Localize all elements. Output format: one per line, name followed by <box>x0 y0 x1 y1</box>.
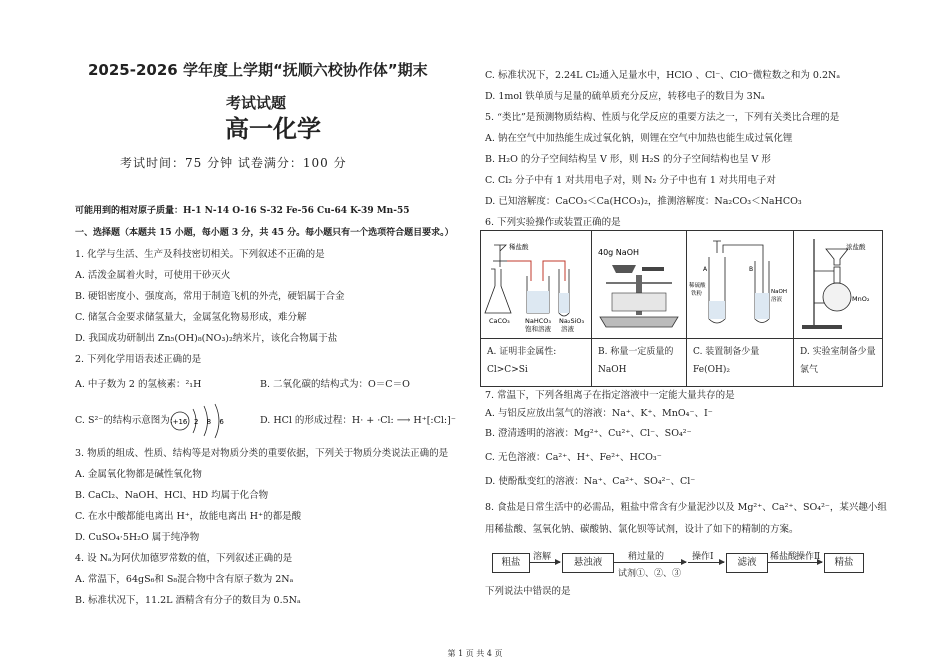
question-4-option-b: B. 标准状况下，11.2L 酒精含有分子的数目为 0.5Nₐ <box>75 595 301 606</box>
flow-box-suspension: 悬浊液 <box>562 553 614 573</box>
caption-b: B. 称量一定质量的 NaOH <box>592 339 687 387</box>
label-naoh-c: NaOH <box>771 289 787 295</box>
label-40g-naoh: 40g NaOH <box>598 248 639 257</box>
question-7-option-d: D. 使酚酞变红的溶液：Na⁺、Ca²⁺、SO₄²⁻、Cl⁻ <box>485 476 696 487</box>
question-5-option-a: A. 钠在空气中加热能生成过氧化钠，则锂在空气中加热也能生成过氧化锂 <box>485 133 793 144</box>
question-2-option-c: C. S²⁻的结构示意图为: <box>75 415 174 426</box>
question-3-option-c: C. 在水中酸都能电离出 H⁺，故能电离出 H⁺的都是酸 <box>75 511 302 522</box>
sulfide-ion-structure-diagram <box>168 400 230 442</box>
flow-arrow-4 <box>768 562 822 563</box>
label-solution-a: 溶液 <box>561 325 574 333</box>
question-4: 4. 设 Nₐ为阿伏加德罗常数的值，下列叙述正确的是 <box>75 553 293 564</box>
flow-step-reagents-top: 稍过量的 <box>628 552 665 562</box>
question-1-option-c: C. 储氢合金要求储氢量大，金属氢化物易形成，难分解 <box>75 312 307 323</box>
question-3-option-a: A. 金属氧化物都是碱性氧化物 <box>75 469 202 480</box>
question-6: 6. 下列实验操作或装置正确的是 <box>485 217 621 228</box>
label-saturated-solution: 饱和溶液 <box>525 325 551 333</box>
question-3-option-b: B. CaCl₂、NaOH、HCl、HD 均属于化合物 <box>75 490 269 501</box>
question-5-option-d: D. 已知溶解度：CaCO₃＜Ca(HCO₃)₂，推测溶解度：Na₂CO₃＜NaHCO₃ <box>485 196 802 207</box>
caption-c: C. 装置制备少量 Fe(OH)₂ <box>687 339 794 387</box>
label-b: B <box>749 266 754 273</box>
question-2-option-b: B. 二氧化碳的结构式为：O＝C＝O <box>260 379 410 390</box>
label-mno2: MnO₂ <box>852 295 870 303</box>
label-na2sio3: Na₂SiO₃ <box>559 317 585 325</box>
apparatus-d-diagram <box>794 231 882 335</box>
flow-box-crude-salt: 粗盐 <box>492 553 530 573</box>
flow-step-reagents-bottom: 试剂①、②、③ <box>618 569 682 579</box>
question-4-option-a: A. 常温下，64gS₆和 S₈混合物中含有原子数为 2Nₐ <box>75 574 294 585</box>
question-1: 1. 化学与生活、生产及科技密切相关。下列叙述不正确的是 <box>75 249 325 260</box>
question-7-option-b: B. 澄清透明的溶液：Mg²⁺、Cu²⁺、Cl⁻、SO₄²⁻ <box>485 428 692 439</box>
question-1-option-d: D. 我国成功研制出 Zn₅(OH)₈(NO₃)₂纳米片，该化合物属于盐 <box>75 333 338 344</box>
label-dilute-h2so4: 稀硫酸 <box>689 283 706 289</box>
flow-step-operation-2: 操作Ⅱ <box>796 552 821 562</box>
question-2: 2. 下列化学用语表述正确的是 <box>75 354 202 365</box>
question-3: 3. 物质的组成、性质、结构等是对物质分类的重要依据，下列关于物质分类说法正确的是 <box>75 448 449 459</box>
label-solution-c: 溶液 <box>771 297 783 303</box>
flow-step-dissolve: 溶解 <box>533 552 552 562</box>
question-5: 5. “类比”是预测物质结构、性质与化学反应的重要方法之一，下列有关类比合理的是 <box>485 112 840 123</box>
section-1-heading: 一、选择题（本题共 15 小题，每小题 3 分，共 45 分。每小题只有一个选项符合题目要求。） <box>75 228 454 238</box>
caption-a: A. 证明非金属性: Cl>C>Si <box>481 339 592 387</box>
label-conc-hcl: 浓盐酸 <box>846 243 866 251</box>
caption-d: D. 实验室制备少量氯气 <box>794 339 883 387</box>
apparatus-a-cell <box>481 231 592 339</box>
flow-box-filtrate: 滤液 <box>726 553 768 573</box>
question-4-option-d: D. 1mol 铁单质与足量的硫单质充分反应，转移电子的数目为 3Nₐ <box>485 91 765 102</box>
flow-box-refined-salt: 精盐 <box>824 553 864 573</box>
exam-title-line1: 2025-2026 学年度上学期“抚顺六校协作体”期末 <box>88 61 428 79</box>
apparatus-c-cell <box>687 231 794 339</box>
flow-arrow-3 <box>688 562 724 563</box>
question-3-option-d: D. CuSO₄·5H₂O 属于纯净物 <box>75 532 200 543</box>
question-1-option-b: B. 硬铝密度小、强度高，常用于制造飞机的外壳，硬铝属于合金 <box>75 291 345 302</box>
apparatus-b-cell <box>592 231 687 339</box>
question-7: 7. 常温下，下列各组离子在指定溶液中一定能大量共存的是 <box>485 390 735 401</box>
question-4-option-c: C. 标准状况下，2.24L Cl₂通入足量水中，HClO 、Cl⁻、ClO⁻微粒数之和为 0.2Nₐ <box>485 70 841 81</box>
question-5-option-c: C. Cl₂ 分子中有 1 对共用电子对，则 N₂ 分子中也有 1 对共用电子对 <box>485 175 776 186</box>
question-7-option-c: C. 无色溶液：Ca²⁺、H⁺、Fe²⁺、HCO₃⁻ <box>485 452 662 463</box>
question-8-prompt: 下列说法中错误的是 <box>485 586 571 597</box>
question-2-option-a: A. 中子数为 2 的氢核素：²₁H <box>75 379 202 390</box>
label-a: A <box>703 266 708 273</box>
flow-step-dilute-hcl: 稀盐酸 <box>770 552 798 562</box>
flow-step-operation-1: 操作Ⅰ <box>692 552 714 562</box>
label-dilute-hcl: 稀盐酸 <box>509 243 529 251</box>
exam-title-line2: 考试试题 <box>226 94 287 112</box>
question-2-option-d: D. HCl 的形成过程：H· + ·Cl: ⟶ H⁺[:Cl:]⁻ <box>260 415 456 426</box>
question-7-option-a: A. 与铝反应放出氢气的溶液：Na⁺、K⁺、MnO₄⁻、I⁻ <box>485 408 713 419</box>
nucleus-charge: +16 <box>172 418 188 426</box>
atomic-mass-line: 可能用到的相对原子质量：H-1 N-14 O-16 S-32 Fe-56 Cu-64 K-39 Mn-55 <box>75 206 410 216</box>
label-caco3: CaCO₃ <box>489 317 510 325</box>
flow-arrow-1 <box>530 562 560 563</box>
apparatus-a-diagram <box>481 231 591 335</box>
label-iron-powder: 铁粉 <box>691 291 703 297</box>
question-6-apparatus-table <box>480 230 883 387</box>
question-8-line1: 8. 食盐是日常生活中的必需品，粗盐中常含有少量泥沙以及 Mg²⁺、Ca²⁺、SO₄²⁻，某兴趣小组 <box>485 502 887 513</box>
apparatus-d-cell <box>794 231 883 339</box>
flow-arrow-2 <box>614 562 686 563</box>
question-8-line2: 用稀盐酸、氢氧化钠、碳酸钠、氯化钡等试剂，设计了如下的精制的方案。 <box>485 524 799 535</box>
page-footer: 第 1 页 共 4 页 <box>447 649 503 658</box>
apparatus-c-diagram <box>687 231 793 335</box>
label-nahco3: NaHCO₃ <box>525 317 551 325</box>
electron-shells: 2 8 6 <box>194 418 227 426</box>
question-1-option-a: A. 活泼金属着火时，可使用干砂灭火 <box>75 270 231 281</box>
subject-title: 高一化学 <box>225 115 321 143</box>
question-5-option-b: B. H₂O 的分子空间结构呈 V 形，则 H₂S 的分子空间结构也呈 V 形 <box>485 154 771 165</box>
exam-info: 考试时间：75 分钟 试卷满分：100 分 <box>120 156 347 170</box>
apparatus-b-diagram <box>592 231 686 335</box>
